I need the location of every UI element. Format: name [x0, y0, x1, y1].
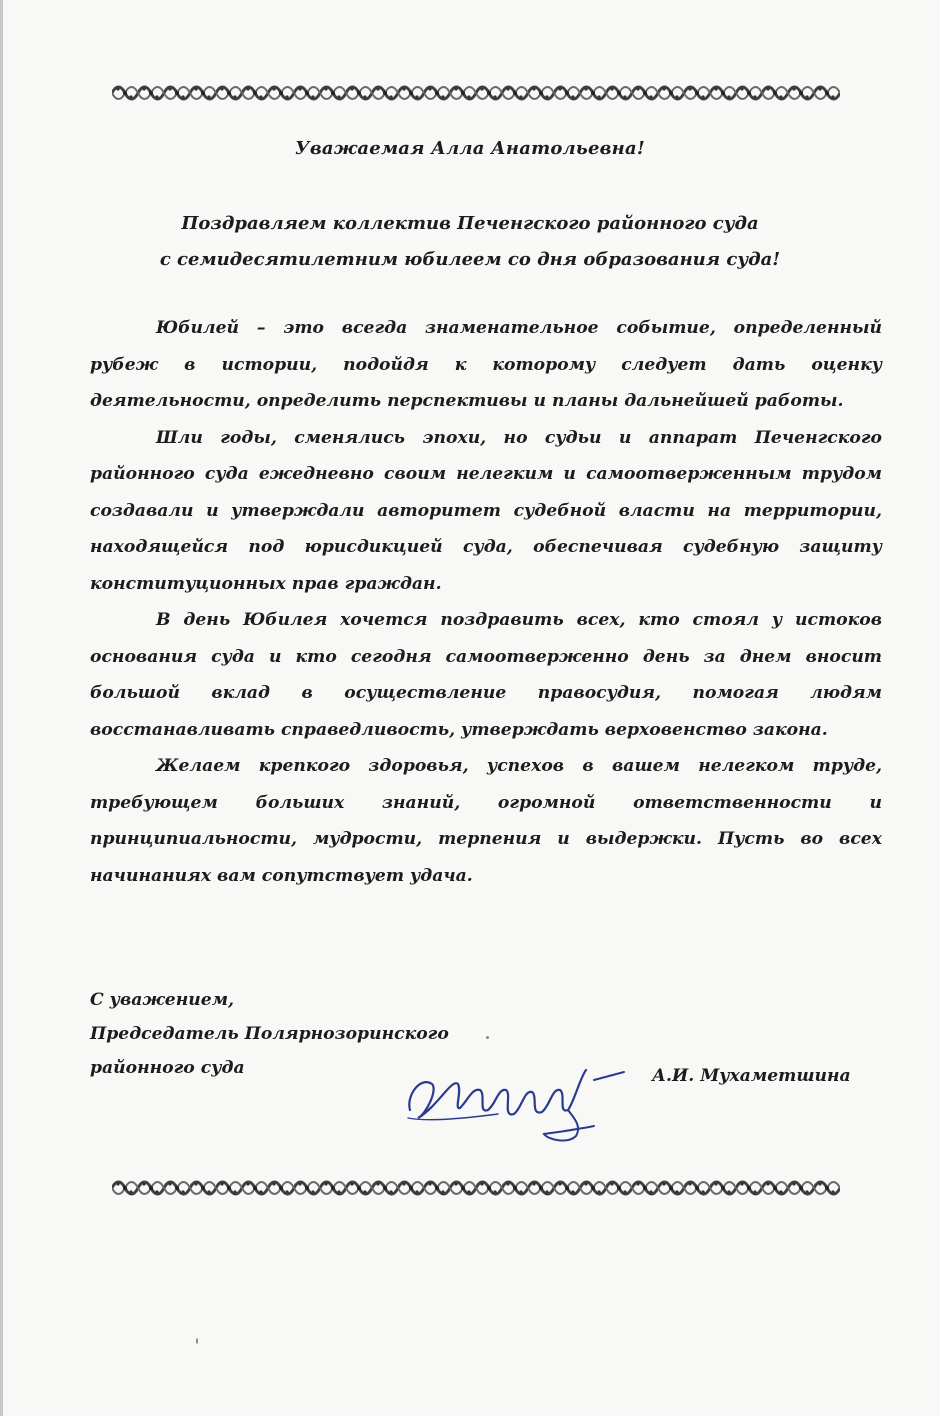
paragraph-jubilee-day: В день Юбилея хочется поздравить всех, кто стоял у истоков основания суда и кто сегодня самоотверженно день за днем вносит большой вклад в осуществление правосудия, помогая людям восстанавливать справедливость, утверждать верховенство закона.: [90, 610, 882, 740]
handwritten-signature: [398, 1048, 638, 1148]
paragraph-jubilee: Юбилей – это всегда знаменательное событие, определенный рубеж в истории, подойдя к которому следует дать оценку деятельности, определить перспективы и планы дальнейшей работы.: [90, 318, 882, 411]
congratulation-line-1: Поздравляем коллектив Печенгского районного суда: [181, 213, 759, 234]
congratulation-line-2: с семидесятилетним юбилеем со дня образования суда!: [159, 249, 781, 270]
ornament-border-icon: [112, 81, 840, 105]
congratulation-heading: [0, 206, 940, 278]
ornament-border-icon: [112, 1176, 840, 1200]
signer-name: А.И. Мухаметшина: [652, 1066, 851, 1086]
paper-speck: [486, 1036, 489, 1039]
letter-body: [90, 310, 882, 894]
paper-speck: [196, 1338, 198, 1344]
bottom-ornament-border: [112, 1176, 840, 1200]
greeting-heading: Уважаемая Алла Анатольевна!: [295, 138, 645, 159]
closing-block: [90, 983, 449, 1085]
top-ornament-border: [112, 81, 840, 105]
paragraph-years: Шли годы, сменялись эпохи, но судьи и аппарат Печенгского районного суда ежедневно своим нелегким и самоотверженным трудом создавали и утверждали авторитет судебной власти на территории, находящейся под юрисдикцией суда, обеспечивая судебную защиту конституционных прав граждан.: [90, 427, 882, 594]
signer-position-line-2: районного суда: [90, 1058, 245, 1078]
closing-regards: С уважением,: [90, 990, 235, 1010]
paragraph-wishes: Желаем крепкого здоровья, успехов в вашем нелегком труде, требующем больших знаний, огромной ответственности и принципиальности, мудрости, терпения и выдержки. Пусть во всех начинаниях вам сопутствует удача.: [90, 756, 882, 886]
signer-position-line-1: Председатель Полярнозоринского: [90, 1024, 449, 1044]
